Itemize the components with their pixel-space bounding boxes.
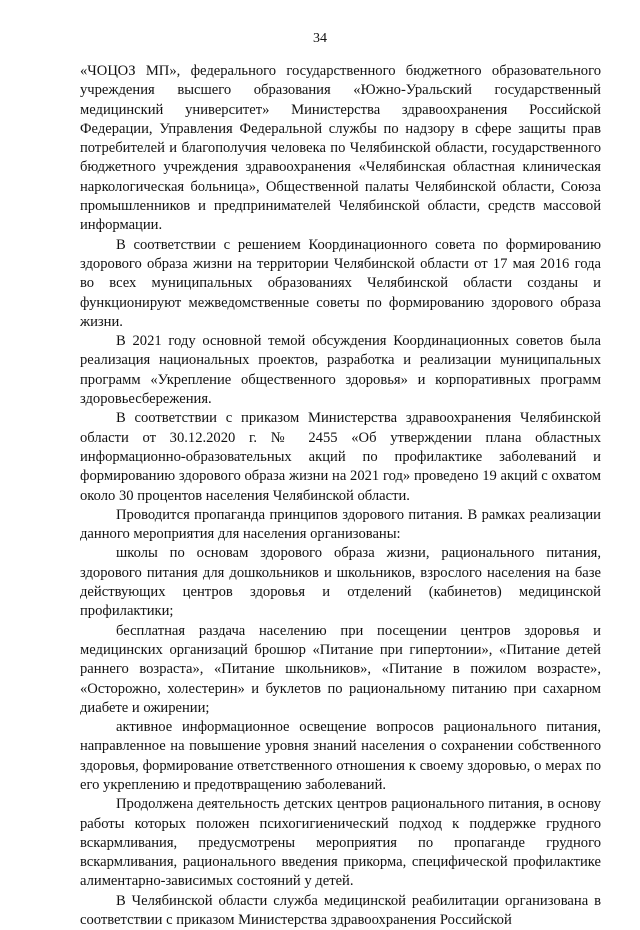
list-item-brochures: бесплатная раздача населению при посещении центров здоровья и медицинских организаций брошюр «Питание при гипертонии», «Питание детей раннего возраста», «Питание школьников», «Питание в пожилом возрасте», «Осторожно, холестерин» и буклетов по рациональному питанию при сахарном диабете и ожирении; bbox=[80, 622, 601, 716]
document-body bbox=[80, 62, 601, 930]
paragraph-coordination-council: В соответствии с решением Координационного совета по формированию здорового образа жизни на территории Челябинской области от 17 мая 2016 года во всех муниципальных образованиях Челябинской области созданы и функционируют межведомственные советы по формированию здорового образа жизни. bbox=[80, 236, 601, 330]
list-item-information: активное информационное освещение вопросов рационального питания, направленное на повышение уровня знаний населения о сохранении собственного здоровья, формирование ответственного отношения к своему здоровью, о мерах по его укреплению и предотвращению заболеваний. bbox=[80, 719, 601, 793]
list-item-schools: школы по основам здорового образа жизни, рационального питания, здорового питания для дошкольников и школьников, взрослого населения на базе действующих центров здоровья и отделений (кабинетов) медицинской профилактики; bbox=[80, 545, 601, 620]
paragraph-order-2455: В соответствии с приказом Министерства здравоохранения Челябинской области от 30.12.2020 г. № 2455 «Об утверждении плана областных информационно-образовательных акций по профилактике заболеваний и формированию здорового образа жизни на 2021 год» проведено 19 акций с охватом около 30 процентов населения Челябинской области. bbox=[80, 410, 601, 504]
paragraph-2021-topics: В 2021 году основной темой обсуждения Координационных советов была реализация национальных проектов, разработка и реализации муниципальных программ «Укрепление общественного здоровья» и корпоративных программ здоровьесбережения. bbox=[80, 333, 601, 408]
paragraph-child-nutrition-centers: Продолжена деятельность детских центров рационального питания, в основу работы которых положен психогигиенический подход к поддержке грудного вскармливания, предусмотрены мероприятия по пропаганде грудного вскармливания, рационального введения прикорма, специфической профилактике алиментарно-зависимых состояний у детей. bbox=[80, 796, 601, 890]
paragraph-healthy-nutrition: Проводится пропаганда принципов здорового питания. В рамках реализации данного мероприятия для населения организованы: bbox=[80, 506, 601, 543]
paragraph-continuation: «ЧОЦОЗ МП», федерального государственного бюджетного образовательного учреждения высшего образования «Южно-Уральский государственный медицинский университет» Министерства здравоохранения Российской Федерации, Управления Федеральной службы по надзору в сфере защиты прав потребителей и благополучия человека по Челябинской области, государственного бюджетного учреждения здравоохранения «Челябинская областная клиническая наркологическая больница», Общественной палаты Челябинской области, Союза промышленников и предпринимателей Челябинской области, средств массовой информации. bbox=[80, 63, 601, 234]
page-number: 34 bbox=[313, 31, 327, 46]
paragraph-rehabilitation: В Челябинской области служба медицинской реабилитации организована в соответствии с приказом Министерства здравоохранения Российской bbox=[80, 892, 601, 929]
